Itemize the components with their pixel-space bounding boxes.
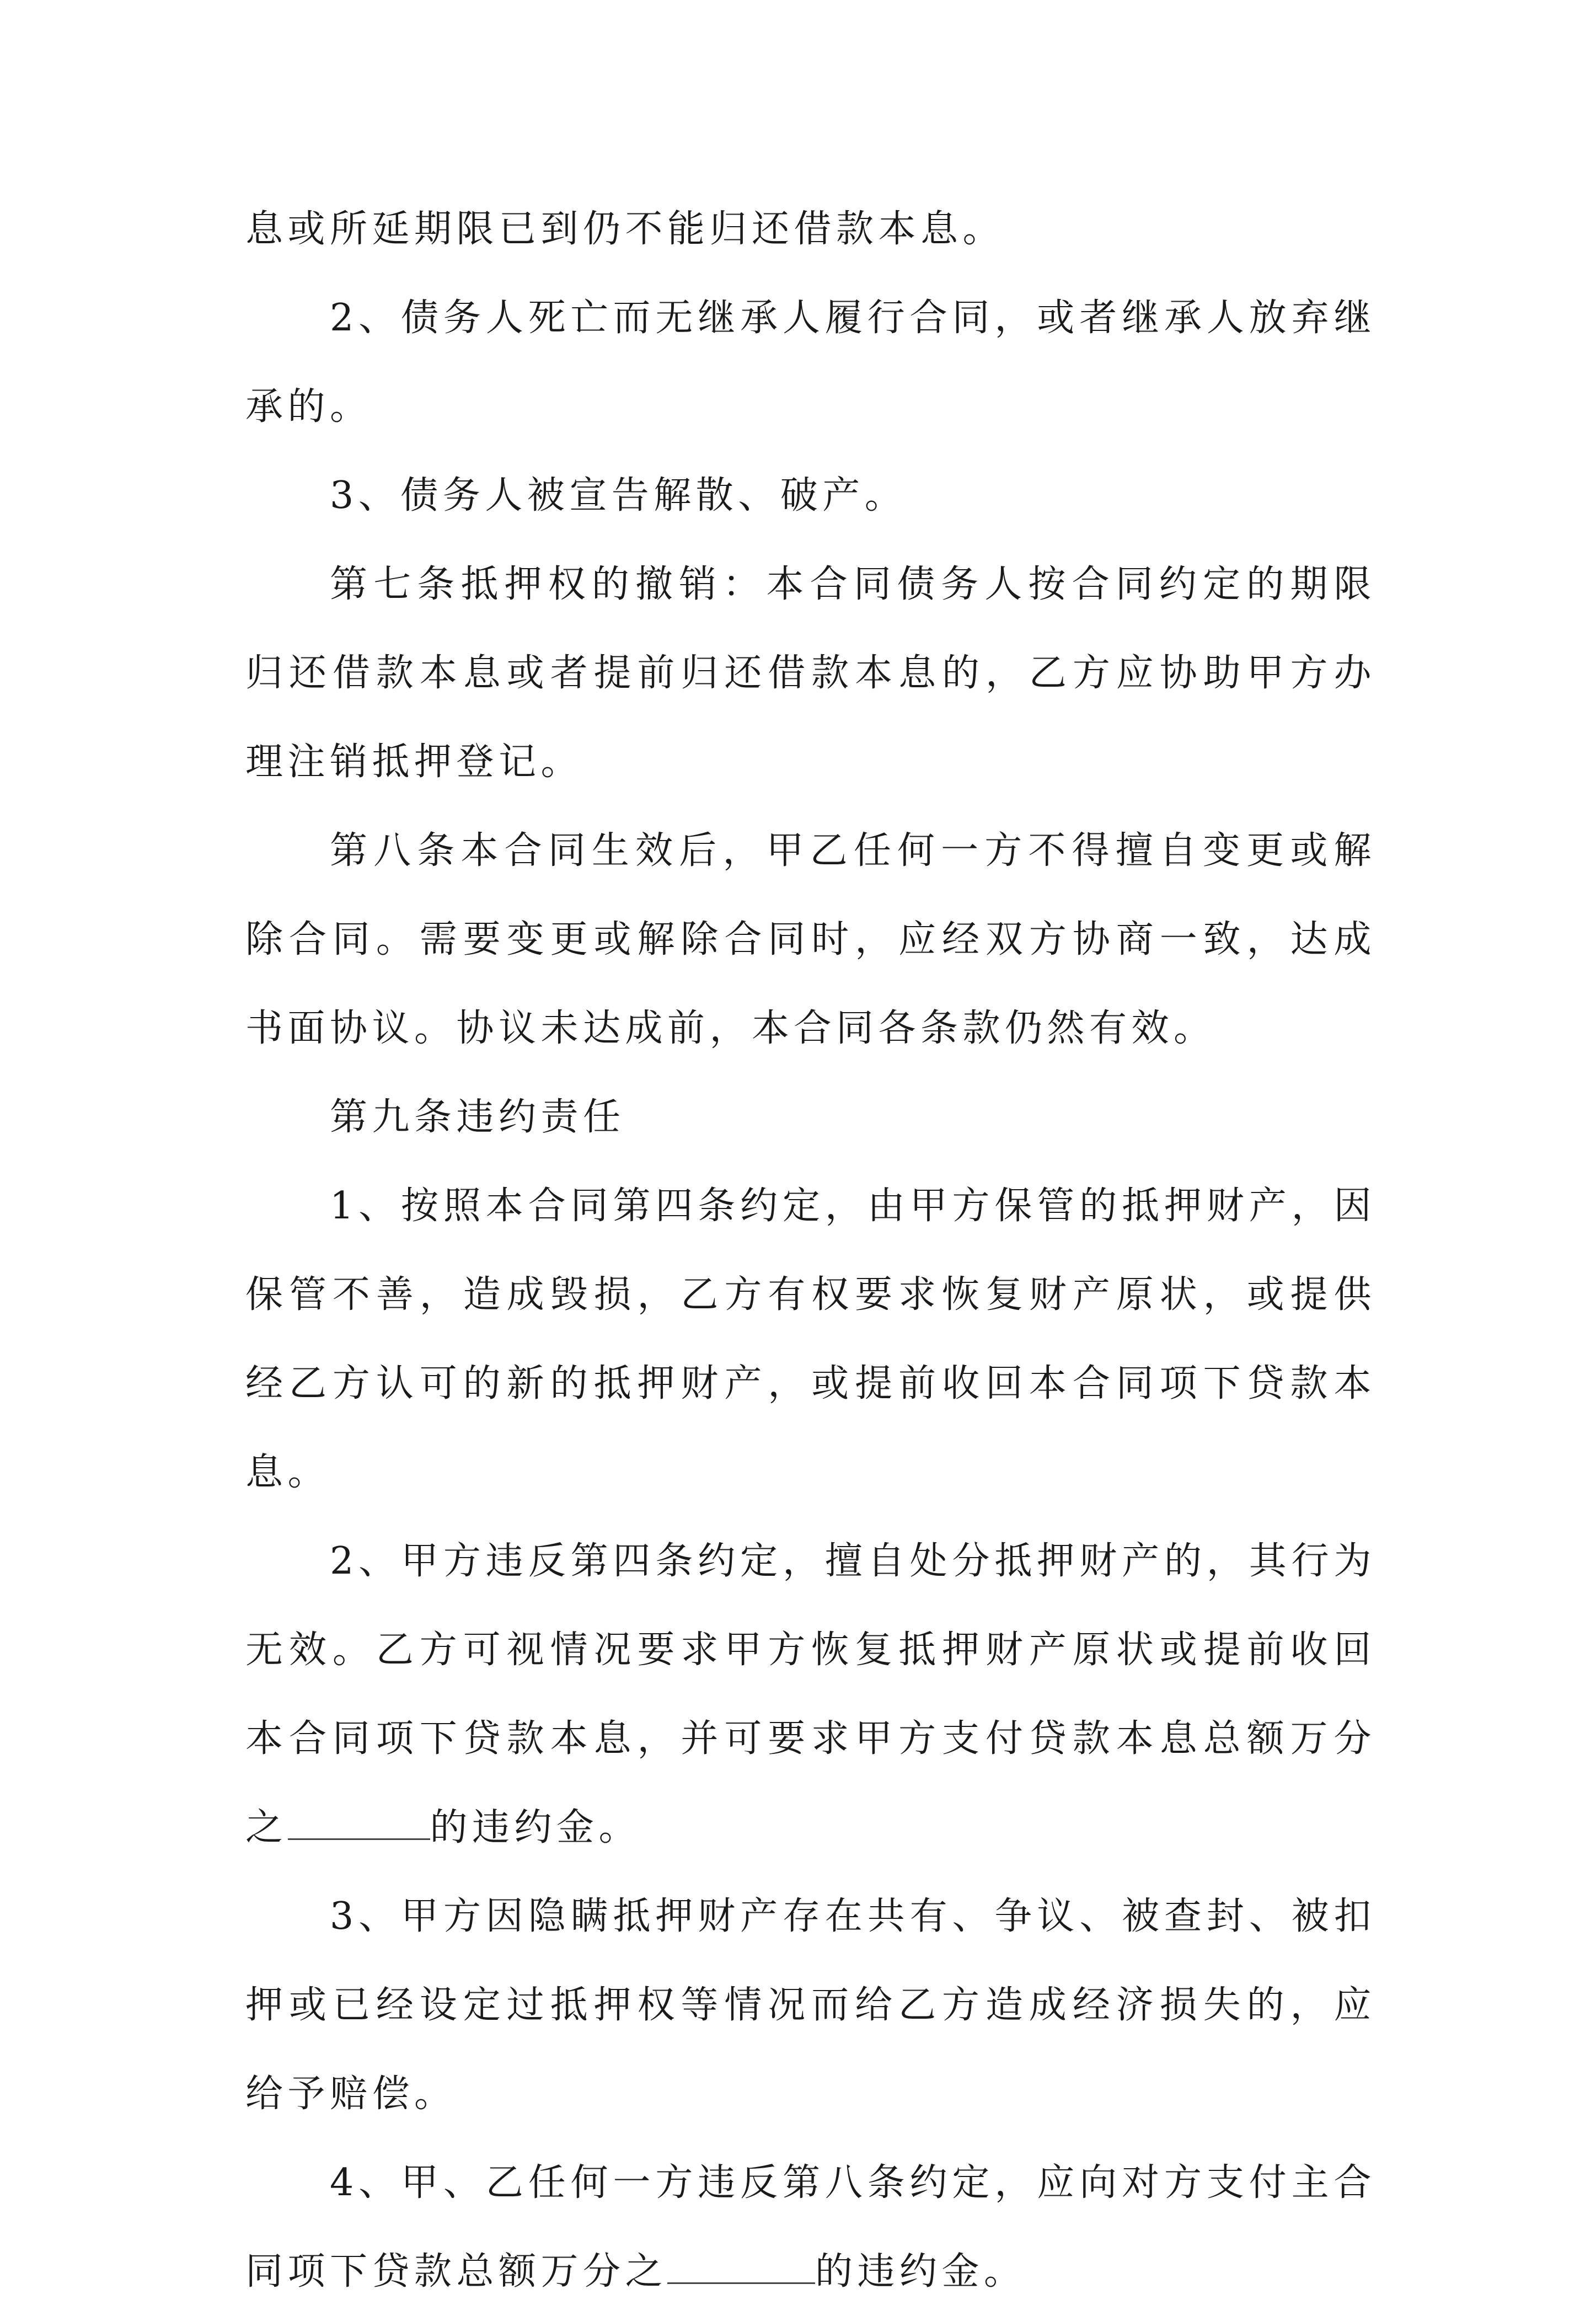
liability-2-text: 2、甲方违反第四条约定，擅自处分抵押财产的，其行为无效。乙方可视情况要求甲方恢复抵押财产原状或提前收回本合同项下贷款本息，并可要求甲方支付贷款本息总额万分之	[245, 1539, 1376, 1849]
paragraph-continuation: 息或所延期限已到仍不能归还借款本息。	[245, 207, 1005, 251]
liability-4-text-end: 的违约金。	[815, 2250, 1026, 2293]
paragraph-article-8: 第八条本合同生效后，甲乙任何一方不得擅自变更或解除合同。需要变更或解除合同时，应经双方协商一致，达成书面协议。协议未达成前，本合同各条款仍然有效。	[245, 829, 1376, 1050]
document-body	[245, 185, 1376, 2316]
paragraph-liability-2	[245, 1517, 1376, 1872]
fill-in-blank	[288, 1810, 430, 1840]
liability-4-text: 4、甲、乙任何一方违反第八条约定，应向对方支付主合同项下贷款总额万分之	[245, 2161, 1376, 2293]
paragraph-clause-3: 3、债务人被宣告解散、破产。	[330, 474, 907, 517]
paragraph-liability-3: 3、甲方因隐瞒抵押财产存在共有、争议、被查封、被扣押或已经设定过抵押权等情况而给乙方造成经济损失的，应给予赔偿。	[245, 1895, 1376, 2116]
paragraph-article-9-heading: 第九条违约责任	[330, 1095, 625, 1139]
paragraph-clause-2: 2、债务人死亡而无继承人履行合同，或者继承人放弃继承的。	[245, 296, 1376, 429]
paragraph-liability-1: 1、按照本合同第四条约定，由甲方保管的抵押财产，因保管不善，造成毁损，乙方有权要求恢复财产原状，或提供经乙方认可的新的抵押财产，或提前收回本合同项下贷款本息。	[245, 1184, 1376, 1494]
fill-in-blank	[667, 2254, 815, 2284]
paragraph-liability-4	[245, 2138, 1376, 2316]
liability-2-text-end: 的违约金。	[430, 1806, 641, 1849]
paragraph-article-7: 第七条抵押权的撤销：本合同债务人按合同约定的期限归还借款本息或者提前归还借款本息的，乙方应协助甲方办理注销抵押登记。	[245, 563, 1376, 784]
